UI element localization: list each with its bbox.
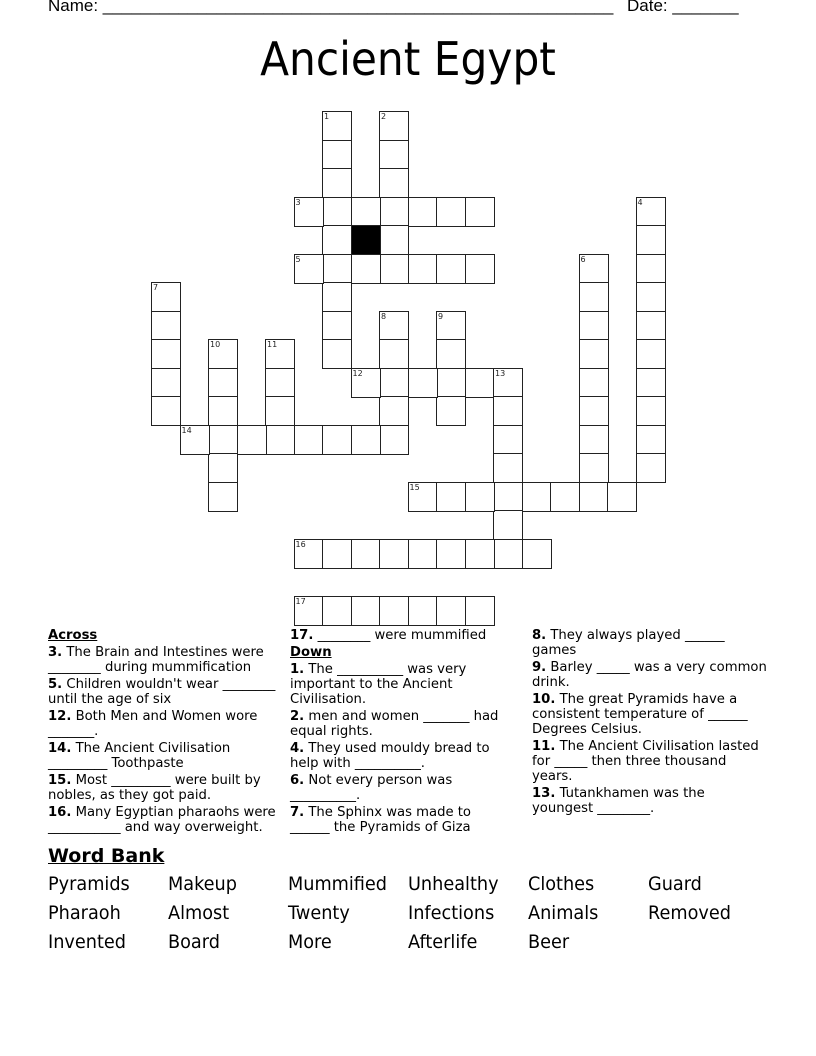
word-bank-item: Board (168, 931, 220, 953)
grid-cell[interactable] (408, 368, 438, 398)
clue-text: Many Egyptian pharaohs were ___________ and way overweight. (48, 805, 276, 835)
grid-cell[interactable] (493, 510, 523, 540)
grid-cell[interactable] (379, 539, 409, 569)
cell-number: 10 (210, 340, 221, 349)
grid-cell[interactable] (493, 539, 523, 569)
grid-cell[interactable] (579, 339, 609, 369)
grid-cell[interactable] (465, 482, 495, 512)
grid-cell[interactable] (208, 368, 238, 398)
cell-number: 11 (267, 340, 278, 349)
clue-text: They used mouldy bread to help with __________. (290, 741, 490, 771)
grid-cell[interactable] (493, 453, 523, 483)
clue-text: The __________ was very important to the Ancient Civilisation. (290, 662, 467, 707)
clue-down-11 (532, 739, 767, 784)
word-bank-item: Pyramids (48, 873, 130, 895)
cell-number: 12 (352, 368, 363, 378)
clue-down-2 (290, 709, 505, 739)
grid-cell[interactable] (493, 368, 523, 398)
cell-number: 5 (295, 254, 301, 264)
grid-cell[interactable] (379, 311, 409, 341)
page-title: Ancient Egypt (260, 32, 556, 86)
clue-text: The Ancient Civilisation _________ Toothpaste (48, 741, 231, 771)
word-bank-item: Animals (528, 902, 599, 924)
grid-cell[interactable] (436, 339, 466, 369)
grid-cell[interactable] (322, 339, 352, 369)
grid-cell[interactable] (151, 368, 181, 398)
clue-down-4 (290, 741, 505, 771)
grid-cell[interactable] (636, 225, 666, 255)
clue-down-8 (532, 628, 767, 658)
cell-number: 6 (580, 254, 586, 264)
across-heading: Across (48, 628, 98, 643)
grid-cell[interactable] (465, 596, 495, 626)
grid-cell[interactable] (579, 311, 609, 341)
clue-text: Children wouldn't wear ________ until the age of six (48, 677, 276, 707)
grid-cell[interactable] (579, 368, 609, 398)
grid-cell[interactable] (322, 596, 352, 626)
grid-cell[interactable] (579, 482, 609, 512)
clue-text: Tutankhamen was the youngest ________. (532, 786, 705, 816)
grid-cell[interactable] (379, 368, 409, 398)
grid-cell[interactable] (636, 425, 666, 455)
grid-cell[interactable] (379, 254, 409, 284)
cell-number: 7 (153, 283, 159, 292)
down-heading: Down (290, 645, 332, 660)
clue-number: 11. (532, 739, 556, 754)
grid-cell[interactable] (465, 254, 495, 284)
grid-cell[interactable] (436, 596, 466, 626)
clue-number: 15. (48, 773, 72, 788)
word-bank-title: Word Bank (48, 845, 165, 867)
clue-text: ________ were mummified (313, 628, 487, 643)
grid-cell[interactable] (436, 368, 466, 398)
clue-text: The Ancient Civilisation lasted for _____ then three thousand years. (532, 739, 759, 784)
word-bank-item: Guard (648, 873, 702, 895)
cell-number: 4 (637, 197, 643, 207)
grid-cell[interactable] (579, 282, 609, 312)
word-bank-item: Removed (648, 902, 731, 924)
clue-number: 13. (532, 786, 556, 801)
clue-across-15 (48, 773, 278, 803)
clue-across-3 (48, 645, 278, 675)
date-field[interactable]: Date: _______ (627, 0, 739, 15)
clue-across-17 (290, 628, 505, 643)
clue-number: 2. (290, 709, 305, 724)
grid-cell[interactable] (408, 539, 438, 569)
grid-cell[interactable] (351, 425, 381, 455)
grid-cell[interactable] (379, 140, 409, 170)
grid-cell[interactable] (579, 254, 609, 284)
grid-cell[interactable] (379, 339, 409, 369)
clue-across-14 (48, 741, 278, 771)
clue-text: The great Pyramids have a consistent temperature of ______ Degrees Celsius. (532, 692, 748, 737)
grid-cell[interactable] (322, 539, 352, 569)
clue-number: 8. (532, 628, 547, 643)
grid-cell[interactable] (493, 396, 523, 426)
clue-text: They always played ______ games (532, 628, 725, 658)
grid-cell[interactable] (436, 539, 466, 569)
clue-number: 1. (290, 662, 305, 677)
grid-cell[interactable] (322, 168, 352, 198)
grid-cell[interactable] (379, 225, 409, 255)
clue-down-1 (290, 662, 505, 707)
grid-cell[interactable] (522, 539, 552, 569)
grid-cell[interactable] (379, 197, 409, 227)
clue-number: 16. (48, 805, 72, 820)
word-bank-item: Beer (528, 931, 570, 953)
grid-cell[interactable] (180, 425, 210, 455)
grid-block (351, 225, 381, 255)
clue-number: 7. (290, 805, 305, 820)
grid-cell[interactable] (208, 453, 238, 483)
grid-cell[interactable] (408, 197, 438, 227)
grid-cell[interactable] (408, 482, 438, 512)
clue-down-9 (532, 660, 767, 690)
grid-cell[interactable] (322, 111, 352, 141)
grid-cell[interactable] (465, 539, 495, 569)
clue-number: 17. (290, 628, 314, 643)
grid-cell[interactable] (436, 311, 466, 341)
grid-cell[interactable] (465, 197, 495, 227)
grid-cell[interactable] (322, 282, 352, 312)
grid-cell[interactable] (379, 596, 409, 626)
grid-cell[interactable] (322, 425, 352, 455)
grid-cell[interactable] (636, 254, 666, 284)
grid-cell[interactable] (265, 396, 295, 426)
word-bank-item: Afterlife (408, 931, 478, 953)
cell-number: 15 (409, 482, 420, 492)
word-bank-item: Almost (168, 902, 230, 924)
clues-column-2 (290, 628, 505, 837)
clues-column-1 (48, 628, 278, 837)
grid-cell[interactable] (636, 282, 666, 312)
clue-down-13 (532, 786, 767, 816)
grid-cell[interactable] (379, 425, 409, 455)
clue-number: 14. (48, 741, 72, 756)
clue-number: 9. (532, 660, 547, 675)
clue-across-16 (48, 805, 278, 835)
cell-number: 17 (295, 596, 306, 606)
word-bank-item: Makeup (168, 873, 237, 895)
grid-cell[interactable] (493, 482, 523, 512)
clue-number: 12. (48, 709, 72, 724)
grid-cell[interactable] (436, 396, 466, 426)
grid-cell[interactable] (436, 482, 466, 512)
grid-cell[interactable] (265, 339, 295, 369)
word-bank-item: Unhealthy (408, 873, 499, 895)
word-bank-item: More (288, 931, 332, 953)
grid-cell[interactable] (151, 282, 181, 312)
grid-cell[interactable] (294, 539, 324, 569)
cell-number: 16 (295, 539, 306, 549)
grid-cell[interactable] (579, 396, 609, 426)
grid-cell[interactable] (322, 140, 352, 170)
grid-cell[interactable] (436, 254, 466, 284)
grid-cell[interactable] (351, 197, 381, 227)
grid-cell[interactable] (208, 339, 238, 369)
grid-cell[interactable] (436, 197, 466, 227)
grid-cell[interactable] (379, 168, 409, 198)
grid-cell[interactable] (379, 111, 409, 141)
cell-number: 14 (181, 425, 192, 435)
cell-number: 2 (381, 112, 387, 121)
word-bank-item: Invented (48, 931, 126, 953)
cell-number: 9 (438, 311, 444, 321)
grid-cell[interactable] (408, 596, 438, 626)
grid-cell[interactable] (322, 254, 352, 284)
clue-text: Not every person was __________. (290, 773, 453, 803)
grid-cell[interactable] (208, 482, 238, 512)
clue-text: Barley _____ was a very common drink. (532, 660, 767, 690)
clues-column-3 (532, 628, 767, 818)
cell-number: 13 (495, 368, 506, 378)
clue-down-10 (532, 692, 767, 737)
word-bank-item: Twenty (288, 902, 350, 924)
grid-cell[interactable] (465, 368, 495, 398)
grid-cell[interactable] (322, 197, 352, 227)
cell-number: 8 (381, 311, 387, 321)
clue-down-7 (290, 805, 505, 835)
clue-text: Both Men and Women wore _______. (48, 709, 258, 739)
grid-cell[interactable] (522, 482, 552, 512)
grid-cell[interactable] (265, 425, 295, 455)
clue-across-5 (48, 677, 278, 707)
grid-cell[interactable] (351, 596, 381, 626)
grid-cell[interactable] (636, 197, 666, 227)
grid-cell[interactable] (351, 368, 381, 398)
name-field[interactable]: Name: ______________________________________________________ (48, 0, 614, 15)
grid-cell[interactable] (408, 254, 438, 284)
grid-cell[interactable] (493, 425, 523, 455)
word-bank (48, 872, 788, 954)
grid-cell[interactable] (265, 368, 295, 398)
grid-cell[interactable] (294, 596, 324, 626)
grid-cell[interactable] (351, 539, 381, 569)
clue-down-6 (290, 773, 505, 803)
grid-cell[interactable] (579, 425, 609, 455)
grid-cell[interactable] (607, 482, 637, 512)
grid-cell[interactable] (636, 453, 666, 483)
word-bank-item: Infections (408, 902, 495, 924)
grid-cell[interactable] (636, 339, 666, 369)
grid-cell[interactable] (151, 311, 181, 341)
clue-text: men and women _______ had equal rights. (290, 709, 499, 739)
clue-text: The Brain and Intestines were ________ during mummification (48, 645, 264, 675)
grid-cell[interactable] (208, 425, 238, 455)
word-bank-item: Clothes (528, 873, 595, 895)
clue-number: 5. (48, 677, 63, 692)
grid-cell[interactable] (151, 396, 181, 426)
grid-cell[interactable] (636, 396, 666, 426)
grid-cell[interactable] (294, 254, 324, 284)
grid-cell[interactable] (550, 482, 580, 512)
grid-cell[interactable] (379, 396, 409, 426)
grid-cell[interactable] (636, 368, 666, 398)
grid-cell[interactable] (351, 254, 381, 284)
clue-across-12 (48, 709, 278, 739)
grid-cell[interactable] (579, 453, 609, 483)
grid-cell[interactable] (237, 425, 267, 455)
word-bank-item: Pharaoh (48, 902, 121, 924)
grid-cell[interactable] (636, 311, 666, 341)
grid-cell[interactable] (294, 197, 324, 227)
grid-cell[interactable] (294, 425, 324, 455)
clue-number: 6. (290, 773, 305, 788)
clue-text: Most _________ were built by nobles, as they got paid. (48, 773, 261, 803)
grid-cell[interactable] (322, 311, 352, 341)
clue-number: 4. (290, 741, 305, 756)
cell-number: 3 (295, 197, 301, 207)
grid-cell[interactable] (208, 396, 238, 426)
word-bank-item: Mummified (288, 873, 388, 895)
cell-number: 1 (324, 112, 330, 121)
clue-text: The Sphinx was made to ______ the Pyramids of Giza (290, 805, 471, 835)
grid-cell[interactable] (322, 225, 352, 255)
clue-number: 10. (532, 692, 556, 707)
clue-number: 3. (48, 645, 63, 660)
grid-cell[interactable] (151, 339, 181, 369)
